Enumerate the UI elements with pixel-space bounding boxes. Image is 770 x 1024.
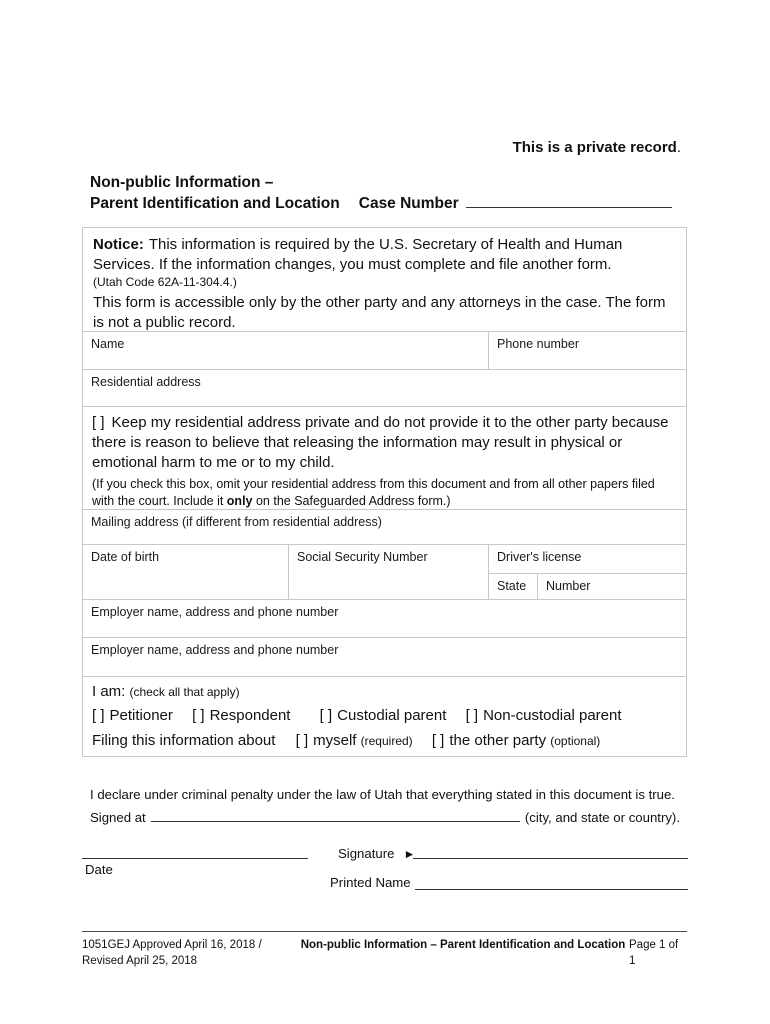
signed-at-row	[90, 809, 680, 825]
mailing-address-label: Mailing address (if different from residential address)	[91, 515, 382, 529]
signature-arrow-icon: ►	[403, 847, 416, 861]
drivers-license-subrow	[489, 573, 686, 599]
signature-label-row	[338, 846, 415, 861]
dl-number-field[interactable]	[537, 574, 686, 599]
signed-at-field[interactable]	[151, 809, 520, 822]
date-label: Date	[85, 862, 113, 877]
notice-accessibility: This form is accessible only by the other party and any attorneys in the case. The form is not a public record.	[93, 293, 666, 331]
privacy-note-only: only	[226, 493, 253, 508]
form-table	[82, 227, 687, 757]
employer-1-label: Employer name, address and phone number	[91, 605, 339, 619]
form-title-line2-text: Parent Identification and Location	[90, 195, 340, 213]
ssn-field[interactable]	[288, 545, 488, 599]
i-am-label: I am:	[92, 683, 126, 700]
private-record-period: .	[676, 139, 681, 156]
other-party-label: the other party	[449, 732, 547, 749]
name-label: Name	[91, 337, 125, 351]
privacy-note-part1: (If you check this box, omit your residential address from this document and from all other papers filed with the court. Include it	[92, 477, 655, 508]
drivers-license-section	[488, 545, 686, 599]
petitioner-checkbox[interactable]: [ ]	[92, 707, 105, 724]
phone-number-field[interactable]	[488, 332, 686, 369]
dl-state-field[interactable]	[489, 574, 537, 599]
phone-number-label: Phone number	[497, 337, 580, 351]
privacy-note	[92, 476, 677, 509]
page-footer	[82, 931, 687, 969]
option-myself	[296, 732, 413, 749]
notice-body: This information is required by the U.S. Secretary of Health and Human Services. If the information changes, you must complete and file another form.	[93, 236, 623, 273]
myself-checkbox[interactable]: [ ]	[295, 732, 309, 749]
signed-at-label: Signed at	[90, 810, 146, 825]
printed-name-label: Printed Name	[330, 875, 411, 890]
notice-paragraph	[93, 235, 676, 275]
drivers-license-field[interactable]	[489, 545, 686, 573]
petitioner-label: Petitioner	[109, 707, 173, 724]
drivers-license-label: Driver's license	[497, 550, 582, 564]
footer-form-id-line2: Revised April 25, 2018	[82, 954, 198, 967]
signature-label: Signature	[338, 846, 395, 861]
custodial-parent-checkbox[interactable]: [ ]	[319, 707, 333, 724]
notice-section	[83, 228, 686, 331]
custodial-parent-label: Custodial parent	[337, 707, 447, 724]
signature-section	[82, 844, 688, 900]
declaration-text: I declare under criminal penalty under the law of Utah that everything stated in this document is true.	[90, 787, 675, 802]
myself-label: myself	[313, 732, 357, 749]
signed-at-suffix: (city, and state or country).	[524, 810, 680, 825]
employer-2-label: Employer name, address and phone number	[91, 643, 339, 657]
option-non-custodial-parent	[466, 707, 622, 724]
name-phone-row	[83, 331, 686, 369]
check-all-hint: (check all that apply)	[129, 685, 240, 699]
signature-field[interactable]	[413, 858, 688, 859]
private-record-text: This is a private record	[512, 139, 677, 156]
filing-about-row	[92, 732, 677, 749]
ssn-label: Social Security Number	[297, 550, 428, 564]
form-title-line1: Non-public Information –	[90, 174, 274, 191]
residential-address-label: Residential address	[91, 375, 201, 389]
i-am-section	[83, 676, 686, 756]
non-custodial-parent-label: Non-custodial parent	[483, 707, 622, 724]
respondent-checkbox[interactable]: [ ]	[192, 707, 205, 724]
printed-name-field[interactable]	[415, 889, 688, 890]
non-custodial-parent-checkbox[interactable]: [ ]	[465, 707, 479, 724]
other-party-checkbox[interactable]: [ ]	[431, 732, 445, 749]
i-am-label-row	[92, 683, 677, 700]
footer-form-id	[82, 938, 297, 969]
employer-2-field[interactable]	[83, 637, 686, 676]
case-number-field[interactable]	[466, 193, 672, 208]
form-title	[90, 173, 672, 214]
case-number-label: Case Number	[358, 195, 459, 213]
other-party-hint: (optional)	[550, 734, 601, 748]
role-options-row	[92, 707, 677, 724]
residential-address-field[interactable]	[83, 369, 686, 406]
option-custodial-parent	[320, 707, 447, 724]
privacy-statement	[92, 413, 677, 473]
dl-state-label: State	[497, 579, 527, 593]
private-record-notice	[513, 139, 681, 156]
declaration-section	[90, 787, 680, 825]
date-of-birth-field[interactable]	[83, 545, 288, 599]
privacy-note-part2: on the Safeguarded Address form.)	[252, 493, 451, 508]
identification-row	[83, 544, 686, 599]
form-title-line2	[90, 193, 672, 214]
option-respondent	[192, 707, 290, 724]
date-of-birth-label: Date of birth	[91, 550, 160, 564]
address-privacy-section	[83, 406, 686, 509]
keep-address-private-checkbox[interactable]: [ ]	[92, 414, 105, 431]
utah-code-reference: (Utah Code 62A-11-304.4.)	[93, 274, 237, 289]
mailing-address-field[interactable]	[83, 509, 686, 544]
footer-page-number: Page 1 of 1	[629, 939, 679, 967]
myself-hint: (required)	[360, 734, 413, 748]
respondent-label: Respondent	[209, 707, 291, 724]
notice-label: Notice:	[93, 236, 144, 253]
option-other-party	[432, 732, 600, 749]
dl-number-label: Number	[546, 579, 591, 593]
employer-1-field[interactable]	[83, 599, 686, 637]
privacy-statement-text: Keep my residential address private and do not provide it to the other party because there is reason to believe that releasing the information may result in physical or emotional harm to me or to my child.	[92, 414, 669, 472]
footer-form-name: Non-public Information – Parent Identification and Location	[300, 939, 626, 951]
filing-about-label: Filing this information about	[92, 732, 276, 749]
name-field[interactable]	[83, 332, 488, 369]
option-petitioner	[92, 707, 173, 724]
date-field[interactable]	[82, 858, 308, 859]
footer-form-id-line1: 1051GEJ Approved April 16, 2018 /	[82, 939, 262, 951]
